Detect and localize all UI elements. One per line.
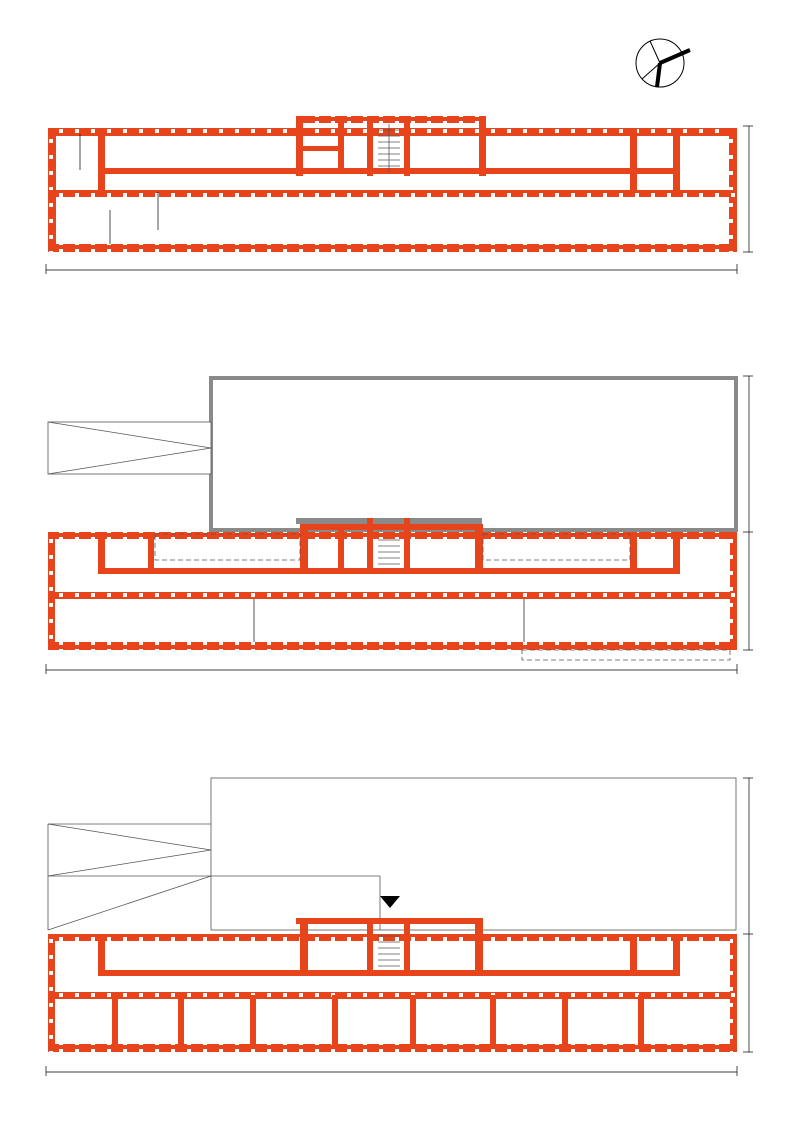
plan-basement xyxy=(46,376,753,674)
plan-proposed xyxy=(46,778,753,1076)
wall-south xyxy=(48,244,737,252)
compass xyxy=(636,39,690,87)
garage-outline xyxy=(211,378,736,530)
plan-existing xyxy=(46,116,753,274)
